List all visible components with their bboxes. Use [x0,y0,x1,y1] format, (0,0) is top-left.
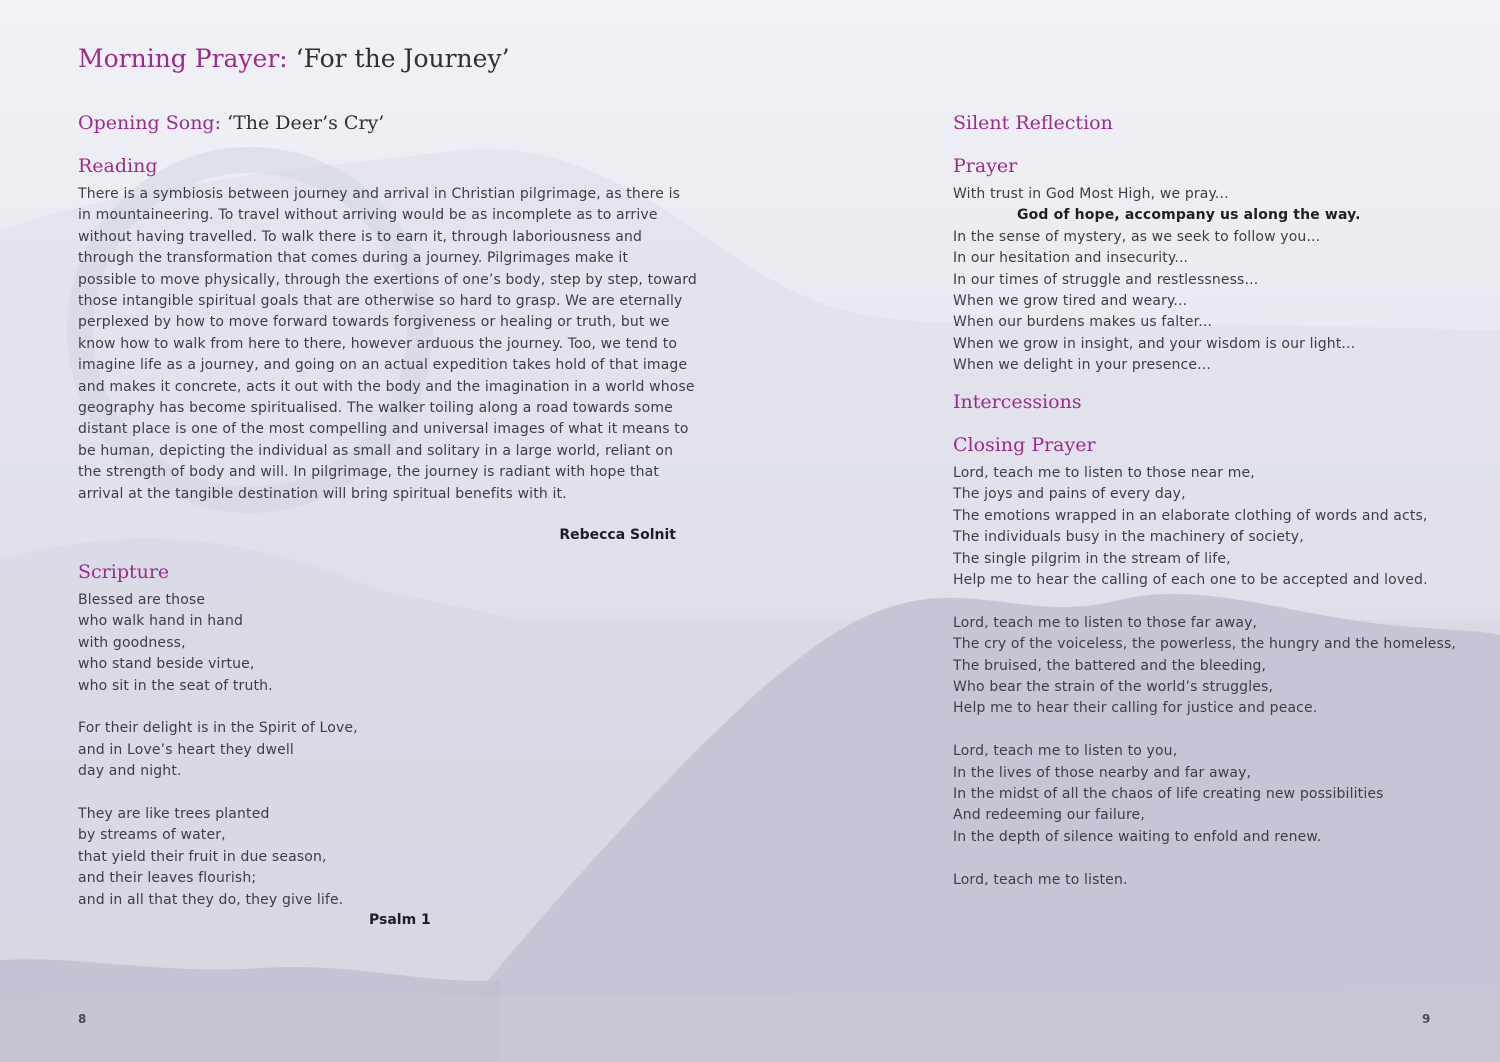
stanza-break [953,720,1456,741]
reading-line: through the transformation that comes during a journey. Pilgrimages make it [78,250,629,267]
left-page [78,0,697,1062]
closing-prayer-line: The single pilgrim in the stream of life, [953,550,1231,567]
scripture-line: day and night. [78,763,182,780]
scripture-line: and in all that they do, they give life. [78,891,344,908]
scripture-line: They are like trees planted [78,806,270,823]
closing-prayer-line: Lord, teach me to listen. [953,871,1128,888]
stanza-break [78,697,358,718]
closing-prayer-line: Help me to hear their calling for justice and peace. [953,700,1318,717]
scripture-attribution: Psalm 1 [369,912,431,928]
closing-prayer-line: Help me to hear the calling of each one to be accepted and loved. [953,572,1428,589]
page-title [78,44,510,73]
closing-prayer-line: The cry of the voiceless, the powerless, the hungry and the homeless, [953,636,1456,653]
closing-prayer-line: Who bear the strain of the world’s struggles, [953,679,1274,696]
closing-prayer-line: The bruised, the battered and the bleeding, [953,657,1267,674]
reading-heading: Reading [78,155,158,177]
scripture-line: For their delight is in the Spirit of Love, [78,720,358,737]
closing-prayer-line: Lord, teach me to listen to those far away, [953,614,1258,631]
scripture-line: that yield their fruit in due season, [78,848,327,865]
opening-song-title: ‘The Deer’s Cry’ [227,112,385,134]
reading-line: There is a symbiosis between journey and arrival in Christian pilgrimage, as there is [78,186,681,202]
closing-prayer-line: The individuals busy in the machinery of society, [953,529,1304,546]
reading-line: possible to move physically, through the exertions of one’s body, step by step, toward [78,271,697,288]
page-number-left: 8 [78,1012,87,1026]
reading-text [78,184,697,505]
intercessions-heading: Intercessions [953,391,1082,413]
title-label: Morning Prayer: [78,44,288,73]
scripture-line: with goodness, [78,634,186,651]
prayer-line: When we grow tired and weary... [953,293,1188,310]
reading-line: perplexed by how to move forward towards forgiveness or healing or truth, but we [78,314,670,331]
reading-line: distant place is one of the most compelling and universal images of what it means to [78,421,689,438]
closing-prayer-line: Lord, teach me to listen to you, [953,743,1178,760]
prayer-line: When our burdens makes us falter... [953,314,1213,331]
scripture-line: by streams of water, [78,827,226,844]
reading-line: know how to walk from here to there, however arduous the journey. Too, we tend to [78,335,678,352]
reading-line: those intangible spiritual goals that are otherwise so hard to grasp. We are eternally [78,293,683,310]
closing-prayer-text [953,463,1456,891]
scripture-line: who sit in the seat of truth. [78,677,273,694]
prayer-text [953,184,1361,377]
scripture-line: Blessed are those [78,592,206,608]
reading-attribution: Rebecca Solnit [559,527,676,543]
reading-line: in mountaineering. To travel without arriving would be as incomplete as to arrive [78,207,658,224]
reading-line: the strength of body and will. In pilgrimage, the journey is radiant with hope that [78,464,659,481]
scripture-heading: Scripture [78,561,170,583]
reading-line: arrival at the tangible destination will bring spiritual benefits with it. [78,485,567,502]
scripture-text [78,590,358,911]
prayer-line: In the sense of mystery, as we seek to follow you... [953,228,1321,245]
opening-song-heading [78,112,384,134]
opening-song-label: Opening Song: [78,112,221,134]
closing-prayer-line: In the midst of all the chaos of life creating new possibilities [953,786,1384,803]
right-page [953,0,1483,1062]
closing-prayer-line: In the depth of silence waiting to enfold and renew. [953,828,1322,845]
closing-prayer-line: In the lives of those nearby and far away, [953,764,1252,781]
prayer-line: When we grow in insight, and your wisdom is our light... [953,335,1356,352]
prayer-intro: With trust in God Most High, we pray... [953,186,1229,202]
closing-prayer-line: The joys and pains of every day, [953,486,1186,503]
closing-prayer-heading: Closing Prayer [953,434,1096,456]
prayer-line: In our times of struggle and restlessness... [953,271,1259,288]
scripture-line: and their leaves flourish; [78,870,257,887]
scripture-line: who stand beside virtue, [78,656,255,673]
reading-line: without having travelled. To walk there is to earn it, through laboriousness and [78,228,643,245]
prayer-heading: Prayer [953,155,1018,177]
reading-line: and makes it concrete, acts it out with the body and the imagination in a world whose [78,378,695,395]
reading-line: imagine life as a journey, and going on an actual expedition takes hold of that image [78,357,688,374]
prayer-line: When we delight in your presence... [953,357,1211,374]
page-number-right: 9 [1422,1012,1431,1026]
reading-line: geography has become spiritualised. The walker toiling along a road towards some [78,400,673,417]
closing-prayer-line: And redeeming our failure, [953,807,1145,824]
title-text: ‘For the Journey’ [295,44,510,73]
prayer-line: In our hesitation and insecurity... [953,250,1189,267]
closing-prayer-line: The emotions wrapped in an elaborate clothing of words and acts, [953,507,1428,524]
prayer-response: God of hope, accompany us along the way. [1017,207,1361,224]
scripture-line: who walk hand in hand [78,613,244,630]
stanza-break [953,591,1456,612]
prayer-lines [953,227,1361,377]
silent-reflection-heading: Silent Reflection [953,112,1113,134]
stanza-break [953,848,1456,869]
reading-line: be human, depicting the individual as small and solitary in a large world, reliant on [78,442,674,459]
closing-prayer-line: Lord, teach me to listen to those near me, [953,465,1255,481]
scripture-line: and in Love’s heart they dwell [78,741,294,758]
stanza-break [78,783,358,804]
